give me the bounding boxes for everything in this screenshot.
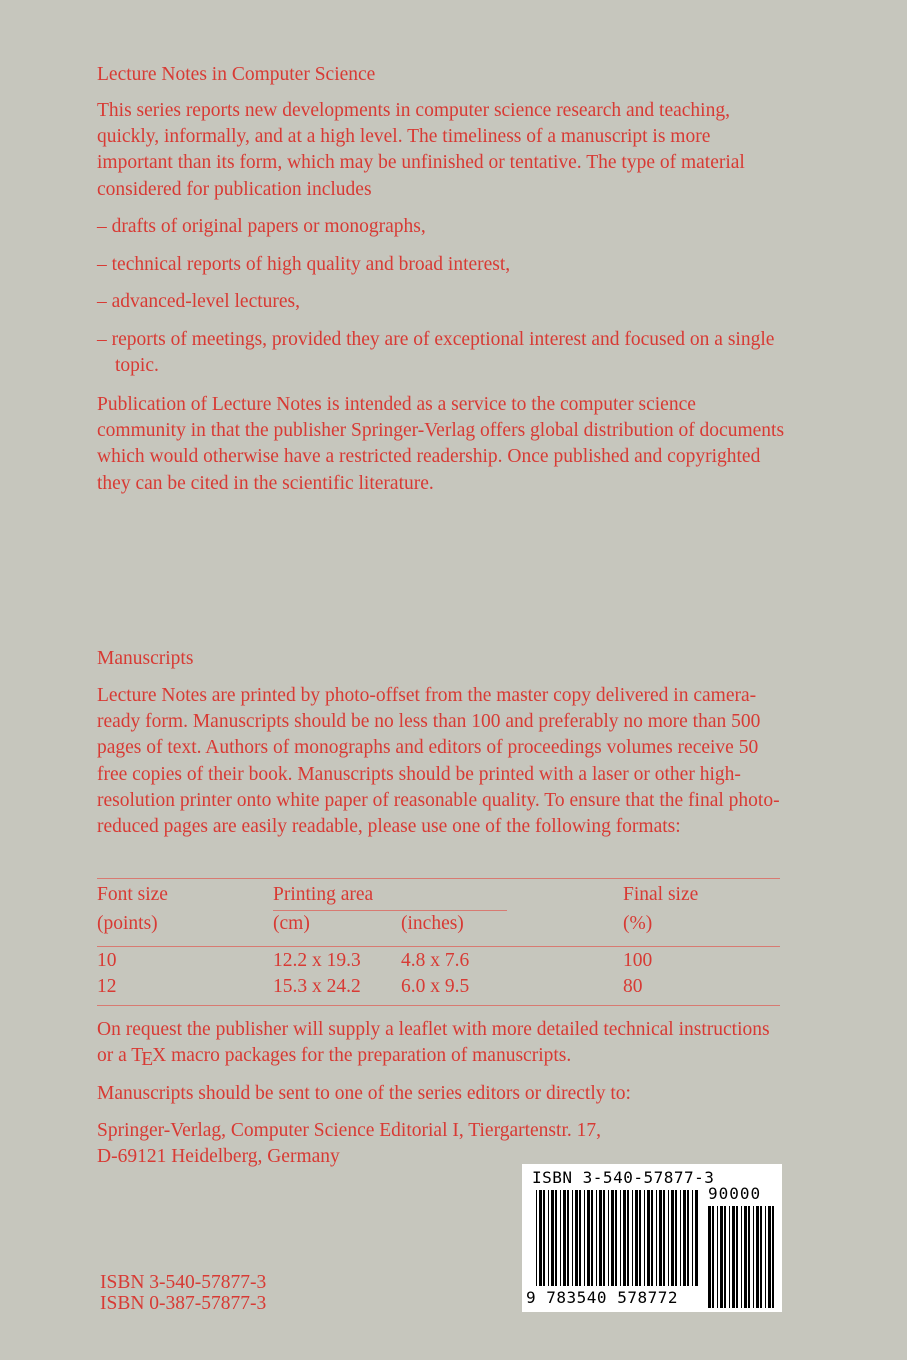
cell-final: 100 — [623, 950, 653, 971]
barcode-bar — [596, 1190, 597, 1286]
header-final-unit: (%) — [623, 913, 653, 934]
barcode-bar — [756, 1206, 759, 1308]
request-paragraph — [97, 1017, 787, 1069]
barcode-bar — [567, 1190, 569, 1286]
barcode-bar — [729, 1206, 730, 1308]
barcode-bar — [591, 1190, 593, 1286]
printing-area-rule — [273, 910, 507, 911]
barcode-bar — [744, 1206, 747, 1308]
barcode-bar — [536, 1190, 537, 1286]
list-item: – reports of meetings, provided they are of exceptional interest and focused on a single topic. — [97, 329, 775, 377]
isbn-primary: ISBN 3-540-57877-3 — [100, 1272, 267, 1293]
barcode-bar — [587, 1190, 590, 1286]
barcode-addon-text: 90000 — [708, 1184, 762, 1203]
header-printing-area: Printing area — [273, 884, 374, 905]
barcode-bar — [753, 1206, 754, 1308]
barcode-bar — [615, 1190, 617, 1286]
barcode-bar — [741, 1206, 742, 1308]
cell-font: 12 — [97, 976, 117, 997]
header-cm: (cm) — [273, 913, 310, 934]
barcode-bar — [687, 1190, 689, 1286]
barcode-bar — [632, 1190, 633, 1286]
barcode-bar — [720, 1206, 723, 1308]
address-line: Springer-Verlag, Computer Science Editorial I, Tiergartenstr. 17, — [97, 1120, 601, 1141]
header-final-size: Final size — [623, 884, 699, 905]
cell-font: 10 — [97, 950, 117, 971]
submission-note: Manuscripts should be sent to one of the series editors or directly to: — [97, 1083, 631, 1104]
barcode-bar — [551, 1190, 554, 1286]
barcode-bar — [675, 1190, 677, 1286]
barcode-bar — [760, 1206, 762, 1308]
barcode-bar — [548, 1190, 549, 1286]
barcode-bar — [695, 1190, 698, 1286]
cell-cm: 15.3 x 24.2 — [273, 976, 361, 997]
barcode-bar — [555, 1190, 557, 1286]
barcode-bar — [575, 1190, 578, 1286]
printing-paragraph: Lecture Notes are printed by photo-offset from the master copy delivered in camera-ready form. Manuscripts should be no less than 100 and preferably no more than 500 pages of text. Authors of monographs and editors of proceedings volumes receive 50 free copies of their book. Manuscripts should be printed with a laser or other high-resolution printer onto white paper of reasonable quality. To ensure that the final photo-reduced pages are easily readable, please use one of the following formats: — [97, 685, 780, 838]
tex-x: X — [152, 1045, 167, 1067]
barcode-bar — [708, 1206, 711, 1308]
address-line: D-69121 Heidelberg, Germany — [97, 1146, 340, 1168]
barcode-bar — [644, 1190, 645, 1286]
table-bottom-rule — [97, 1005, 780, 1006]
barcode-bar — [579, 1190, 581, 1286]
tex-logo — [131, 1045, 167, 1071]
list-item: – advanced-level lectures, — [97, 291, 301, 312]
barcode-bar — [608, 1190, 609, 1286]
barcode-bar — [656, 1190, 657, 1286]
barcode-bar — [732, 1206, 735, 1308]
list-item: – technical reports of high quality and broad interest, — [97, 254, 511, 275]
header-font-size: Font size — [97, 884, 168, 905]
barcode-bar — [620, 1190, 621, 1286]
cell-inches: 4.8 x 7.6 — [401, 950, 470, 971]
barcode-bar — [748, 1206, 750, 1308]
tex-t: T — [131, 1045, 144, 1067]
request-text-start: On request the publisher will supply a leaflet with more detailed technical instructions or a — [97, 1019, 770, 1067]
barcode-bar — [772, 1206, 774, 1308]
barcode-bar — [543, 1190, 545, 1286]
barcode-bar — [560, 1190, 561, 1286]
manuscripts-heading: Manuscripts — [97, 648, 194, 669]
barcode — [522, 1164, 782, 1312]
barcode-isbn-text: ISBN 3-540-57877-3 — [532, 1168, 715, 1187]
barcode-bar — [736, 1206, 738, 1308]
barcode-bar — [599, 1190, 602, 1286]
request-text-end: macro packages for the preparation of manuscripts. — [166, 1045, 572, 1067]
series-title: Lecture Notes in Computer Science — [97, 64, 376, 85]
barcode-bar — [683, 1190, 686, 1286]
barcode-bar — [712, 1206, 714, 1308]
barcode-bar — [671, 1190, 674, 1286]
barcode-bar — [668, 1190, 669, 1286]
table-header-rule — [97, 946, 780, 947]
barcode-bar — [627, 1190, 629, 1286]
intro-paragraph: This series reports new developments in computer science research and teaching, quickly, informally, and at a high level. The timeliness of a manuscript is more important than its form, which may be unfinished or tentative. The type of material considered for publication includes — [97, 100, 745, 200]
barcode-bar — [659, 1190, 662, 1286]
cell-inches: 6.0 x 9.5 — [401, 976, 470, 997]
barcode-bar — [623, 1190, 626, 1286]
barcode-bar — [539, 1190, 542, 1286]
barcode-bar — [584, 1190, 585, 1286]
cell-final: 80 — [623, 976, 643, 997]
tex-e: E — [141, 1049, 154, 1071]
barcode-bar — [611, 1190, 614, 1286]
list-item: – drafts of original papers or monographs, — [97, 216, 426, 237]
barcode-bar — [680, 1190, 681, 1286]
header-font-unit: (points) — [97, 913, 158, 934]
barcode-bar — [647, 1190, 650, 1286]
barcode-bar — [563, 1190, 566, 1286]
barcode-bar — [768, 1206, 771, 1308]
barcode-bar — [724, 1206, 726, 1308]
barcode-digits: 9 783540 578772 — [526, 1288, 678, 1307]
barcode-bar — [692, 1190, 693, 1286]
publication-paragraph: Publication of Lecture Notes is intended as a service to the computer science community in that the publisher Springer-Verlag offers global distribution of documents which would otherwise have a restricted readership. Once published and copyrighted they can be cited in the scientific literature. — [97, 394, 785, 494]
header-inches: (inches) — [401, 913, 464, 934]
barcode-bar — [635, 1190, 638, 1286]
barcode-bar — [639, 1190, 641, 1286]
cell-cm: 12.2 x 19.3 — [273, 950, 361, 971]
barcode-bar — [663, 1190, 665, 1286]
barcode-bar — [651, 1190, 653, 1286]
isbn-secondary: ISBN 0-387-57877-3 — [100, 1293, 267, 1314]
table-top-rule — [97, 878, 780, 879]
barcode-bar — [603, 1190, 605, 1286]
barcode-bar — [572, 1190, 573, 1286]
barcode-bar — [765, 1206, 766, 1308]
publisher-address — [97, 1118, 787, 1170]
barcode-bar — [717, 1206, 718, 1308]
